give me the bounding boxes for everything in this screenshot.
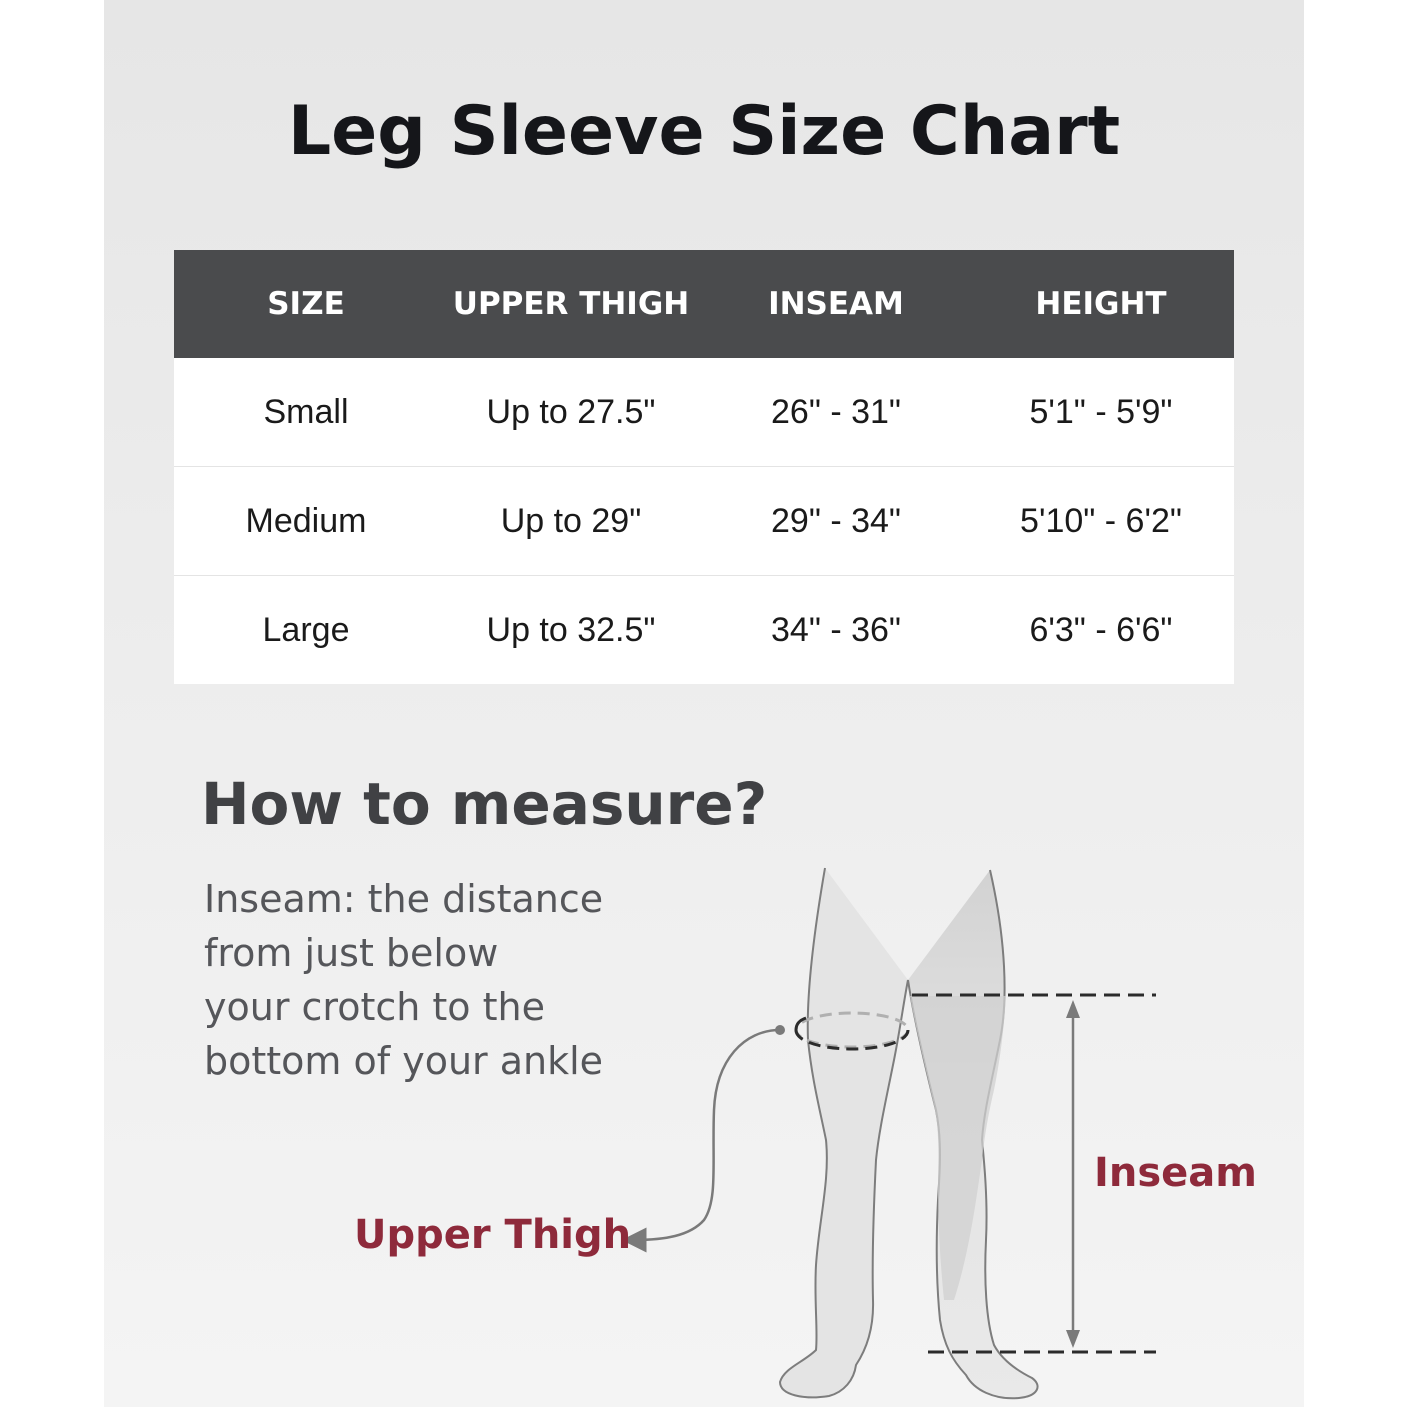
inseam-arrow-bottom-icon [1066, 1330, 1080, 1348]
thigh-measure-back-icon [796, 1018, 806, 1030]
cell-height: 5'10" - 6'2" [968, 467, 1234, 576]
inseam-shade-icon [910, 996, 1006, 1300]
left-leg-icon [780, 868, 908, 1397]
cell-inseam: 29" - 34" [704, 467, 968, 576]
description-line: Inseam: the distance [204, 877, 604, 921]
cell-height: 6'3" - 6'6" [968, 576, 1234, 685]
upper-thigh-label: Upper Thigh [354, 1212, 632, 1258]
description-line: from just below [204, 931, 499, 975]
cell-height: 5'1" - 5'9" [968, 358, 1234, 467]
cell-size: Medium [174, 467, 438, 576]
header-size: SIZE [174, 250, 438, 358]
cell-size: Large [174, 576, 438, 685]
measure-heading: How to measure? [201, 770, 768, 838]
cell-upper-thigh: Up to 32.5" [438, 576, 704, 685]
cell-upper-thigh: Up to 27.5" [438, 358, 704, 467]
cell-inseam: 26" - 31" [704, 358, 968, 467]
pointer-arrow-icon [634, 1030, 780, 1240]
size-chart-panel [104, 0, 1304, 1407]
header-height: HEIGHT [968, 250, 1234, 358]
cell-inseam: 34" - 36" [704, 576, 968, 685]
description-line: bottom of your ankle [204, 1039, 604, 1083]
cell-size: Small [174, 358, 438, 467]
header-upper-thigh: UPPER THIGH [438, 250, 704, 358]
cell-upper-thigh: Up to 29" [438, 467, 704, 576]
page-title: Leg Sleeve Size Chart [287, 92, 1121, 171]
inseam-label: Inseam [1094, 1150, 1257, 1196]
inseam-arrow-top-icon [1066, 1000, 1080, 1018]
header-inseam: INSEAM [704, 250, 968, 358]
description-line: your crotch to the [204, 985, 545, 1029]
